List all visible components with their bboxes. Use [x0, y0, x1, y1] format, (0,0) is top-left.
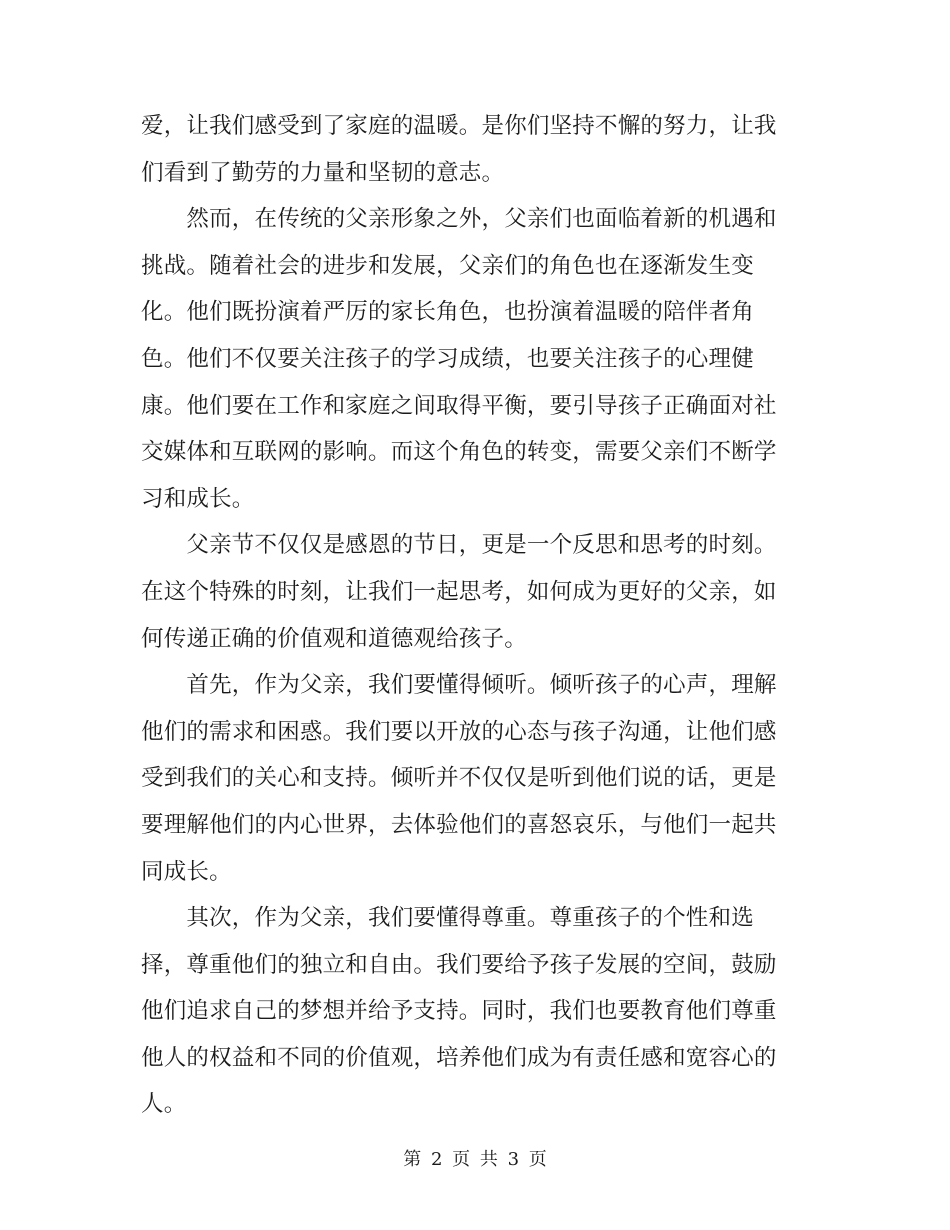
text-line: 他们的需求和困惑。我们要以开放的心态与孩子沟通，让他们感	[141, 718, 777, 745]
text-line: 何传递正确的价值观和道德观给孩子。	[141, 625, 527, 652]
text-line: 首先，作为父亲，我们要懂得倾听。倾听孩子的心声，理解	[141, 672, 777, 699]
text-line: 在这个特殊的时刻，让我们一起思考，如何成为更好的父亲，如	[141, 578, 777, 605]
text-line: 要理解他们的内心世界，去体验他们的喜怒哀乐，与他们一起共	[141, 811, 777, 838]
text-line: 他们追求自己的梦想并给予支持。同时，我们也要教育他们尊重	[141, 998, 777, 1025]
text-line: 挑战。随着社会的进步和发展，父亲们的角色也在逐渐发生变	[141, 252, 754, 279]
document-body	[141, 103, 801, 1128]
text-line: 人。	[141, 1091, 187, 1118]
text-line: 色。他们不仅要关注孩子的学习成绩，也要关注孩子的心理健	[141, 345, 754, 372]
text-line: 择，尊重他们的独立和自由。我们要给予孩子发展的空间，鼓励	[141, 951, 777, 978]
text-line: 交媒体和互联网的影响。而这个角色的转变，需要父亲们不断学	[141, 439, 777, 466]
text-line: 们看到了勤劳的力量和坚韧的意志。	[141, 159, 505, 186]
text-line: 习和成长。	[141, 485, 255, 512]
text-line: 爱，让我们感受到了家庭的温暖。是你们坚持不懈的努力，让我	[141, 113, 777, 139]
text-line: 受到我们的关心和支持。倾听并不仅仅是听到他们说的话，更是	[141, 765, 777, 792]
text-line: 然而，在传统的父亲形象之外，父亲们也面临着新的机遇和	[141, 206, 777, 233]
text-line: 他人的权益和不同的价值观，培养他们成为有责任感和宽容心的	[141, 1044, 777, 1071]
page-number-footer: 第 2 页 共 3 页	[403, 1149, 547, 1170]
text-line: 康。他们要在工作和家庭之间取得平衡，要引导孩子正确面对社	[141, 392, 777, 419]
text-line: 同成长。	[141, 858, 232, 885]
text-line: 化。他们既扮演着严厉的家长角色，也扮演着温暖的陪伴者角	[141, 299, 754, 326]
text-line: 父亲节不仅仅是感恩的节日，更是一个反思和思考的时刻。	[141, 532, 777, 559]
text-line: 其次，作为父亲，我们要懂得尊重。尊重孩子的个性和选	[141, 905, 754, 932]
